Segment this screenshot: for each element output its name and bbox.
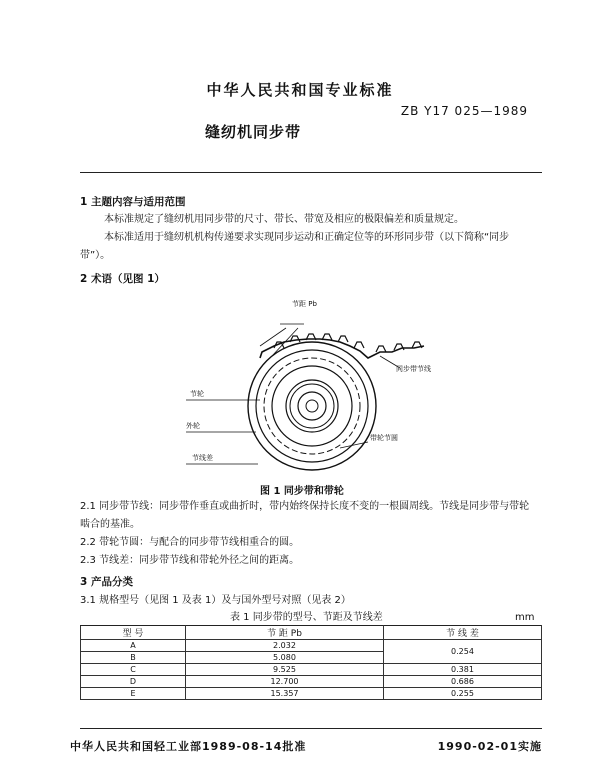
cell-type: E: [81, 688, 186, 700]
figure1-caption: 图 1 同步带和带轮: [260, 486, 344, 497]
pulley-drawing: [186, 324, 424, 470]
cell-type: D: [81, 676, 186, 688]
cell-pitch: 2.032: [186, 640, 384, 652]
table1-caption: 表 1 同步带的型号、节距及节线差: [230, 612, 383, 623]
document-title: 缝纫机同步带: [205, 123, 302, 141]
section1-para2-line1: 本标准适用于缝纫机机构传递要求实现同步运动和正确定位等的环形同步带（以下简称“同步: [104, 232, 510, 243]
cell-diff: 0.381: [384, 664, 542, 676]
figure-label-outer-wheel: 外轮: [186, 422, 200, 430]
section1-para1: 本标准规定了缝纫机用同步带的尺寸、带长、带宽及相应的极限偏差和质量规定。: [104, 214, 464, 225]
table-row: [81, 664, 542, 676]
cell-diff: 0.255: [384, 688, 542, 700]
standard-code: ZB Y17 025—1989: [400, 104, 528, 118]
cell-diff: 0.254: [384, 640, 542, 664]
figure-label-pitch-circle: 带轮节圆: [370, 434, 398, 442]
cell-pitch: 5.080: [186, 652, 384, 664]
table-row: [81, 688, 542, 700]
table1: [80, 625, 542, 700]
definition-2-1-line1: 2.1 同步带节线：同步带作垂直或曲折时，带内始终保持长度不变的一根圆周线。节线是同步带与带轮: [80, 501, 530, 512]
cell-pitch: 15.357: [186, 688, 384, 700]
figure-label-belt-pitch-line: 同步带节线: [396, 365, 431, 373]
figure-label-pulley: 节轮: [190, 390, 204, 398]
cell-pitch: 12.700: [186, 676, 384, 688]
footer-rule: [80, 728, 542, 729]
section1-para2-line2: 带”）。: [80, 250, 111, 261]
section2-heading: 2 术语（见图 1）: [80, 273, 165, 285]
figure-belt-and-pulley: [180, 296, 440, 478]
standard-organization: 中华人民共和国专业标准: [206, 81, 394, 99]
section3-1: 3.1 规格型号（见图 1 及表 1）及与国外型号对照（见表 2）: [80, 595, 351, 606]
cell-type: B: [81, 652, 186, 664]
definition-2-2: 2.2 带轮节圆：与配合的同步带节线相重合的圆。: [80, 537, 300, 548]
table1-header-type: 型 号: [81, 626, 186, 640]
section3-heading: 3 产品分类: [80, 576, 133, 588]
definition-2-1-line2: 啮合的基准。: [80, 519, 140, 530]
footer-approval: 中华人民共和国轻工业部1989-08-14批准: [70, 740, 307, 753]
figure-label-pitch-diff: 节线差: [192, 454, 213, 462]
figure-label-pitch: 节距 Pb: [292, 300, 317, 308]
cell-diff: 0.686: [384, 676, 542, 688]
table1-unit: mm: [515, 612, 535, 623]
section1-heading: 1 主题内容与适用范围: [80, 196, 186, 208]
cell-pitch: 9.525: [186, 664, 384, 676]
footer-effective-date: 1990-02-01实施: [437, 740, 542, 753]
header-rule: [80, 172, 542, 173]
table-row: [81, 676, 542, 688]
table-row: [81, 640, 542, 652]
table1-header-pitch: 节 距 Pb: [186, 626, 384, 640]
cell-type: C: [81, 664, 186, 676]
cell-type: A: [81, 640, 186, 652]
definition-2-3: 2.3 节线差：同步带节线和带轮外径之间的距离。: [80, 555, 300, 566]
table1-header-diff: 节 线 差: [384, 626, 542, 640]
